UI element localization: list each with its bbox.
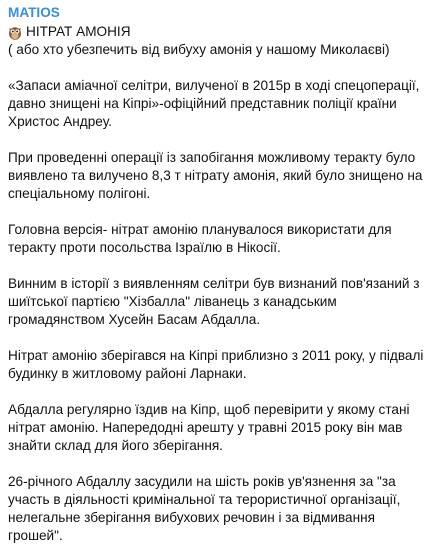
post-paragraph: При проведенні операції із запобігання можливому теракту було виявлено та вилучено 8,3 т нітрату амонія, який було знищено на спеціальному полігоні. bbox=[8, 150, 423, 201]
post-paragraph: 26-річного Абдаллу засудили на шість років ув'язнення за "за участь в діяльності кримінальної та терористичної організації, нелегальне зберігання вибухових речовин і за відмивання грошей". bbox=[8, 474, 401, 543]
post-paragraph: Головна версія- нітрат амонію планувалося використати для теракту проти посольства Ізраїлю в Нікосії. bbox=[8, 222, 392, 255]
post-paragraph: Нітрат амонію зберігався на Кіпрі приблизно з 2011 року, у підвалі будинку в житловому районі Ларнаки. bbox=[8, 348, 424, 381]
channel-name[interactable]: MATIOS bbox=[8, 5, 60, 20]
post-title-row bbox=[8, 23, 424, 41]
post-paragraph: Абдалла регулярно їздив на Кіпр, щоб перевірити у якому стані нітрат амонію. Напередодні арешту у травні 2015 року він мав знайти склад для його зберігання. bbox=[8, 402, 410, 453]
post-paragraph: «Запаси аміачної селітри, вилученої в 2015р в ході спецоперації, давно знищені на Кіпрі»-офіційний представник поліції країни Христос Андреу. bbox=[8, 78, 420, 129]
post-subtitle: ( або хто убезпечить від вибуху амонія у нашому Миколаєві) bbox=[8, 42, 390, 57]
post-title: НІТРАТ АМОНІЯ bbox=[26, 24, 131, 39]
channel-message bbox=[8, 4, 424, 545]
post-paragraph: Винним в історії з виявленням селітри був визнаний пов'язаний з шиїтської партією "Хізбалла" ліванець з канадським громадянством Хусейн Басам Абдалла. bbox=[8, 276, 420, 327]
owl-icon bbox=[8, 24, 22, 40]
